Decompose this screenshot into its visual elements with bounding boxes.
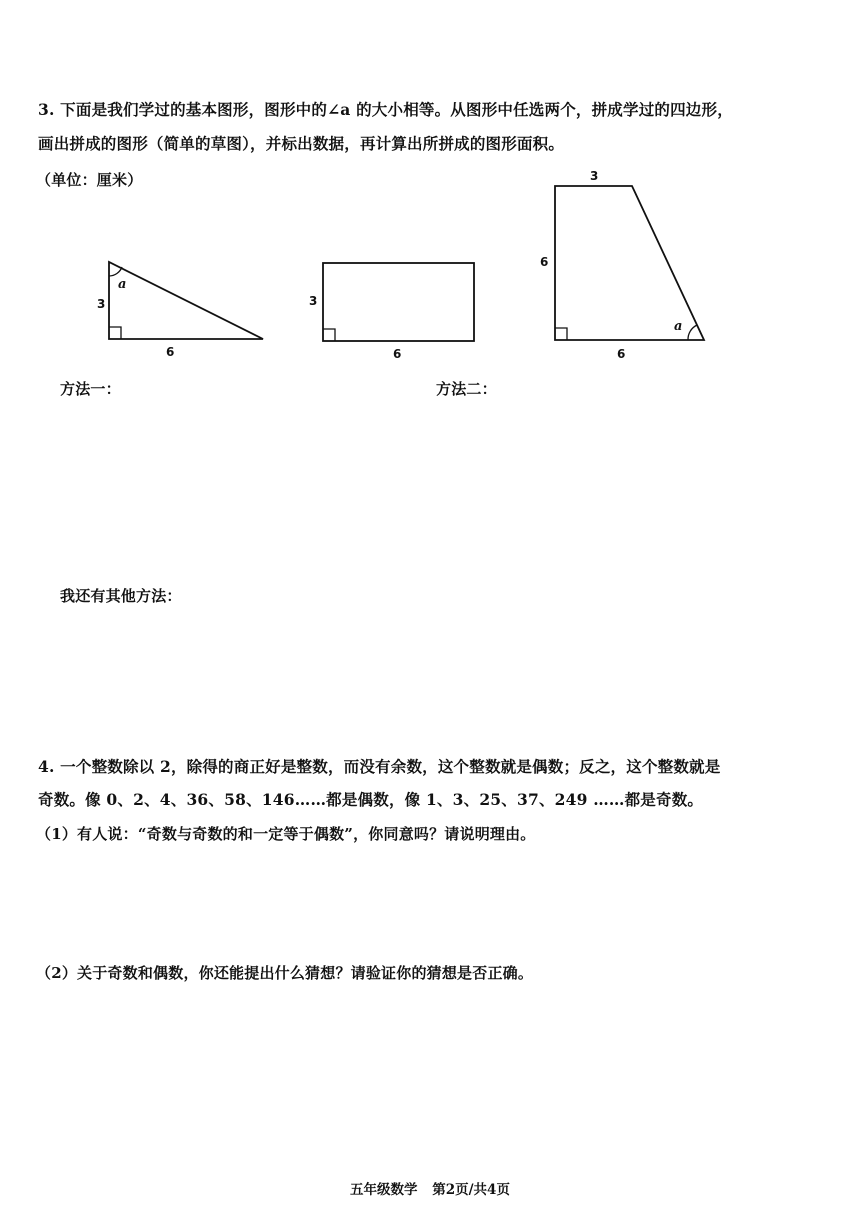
rectangle-length-label: 6 <box>393 347 402 361</box>
q4-line2: 奇数。像 0、2、4、36、58、146……都是偶数，像 1、3、25、37、249 ……都是奇数。 <box>38 790 704 809</box>
right-triangle-figure <box>97 262 263 359</box>
footer-subject: 五年级数学 <box>350 1182 418 1198</box>
footer-page-number: 第2页/共4页 <box>432 1182 510 1198</box>
q3-unit: （单位：厘米） <box>36 171 143 189</box>
q4-part2: （2）关于奇数和偶数，你还能提出什么猜想？请验证你的猜想是否正确。 <box>36 964 534 982</box>
trapezoid-bottom-label: 6 <box>617 347 626 361</box>
method1-label: 方法一： <box>60 380 121 398</box>
q3-figures <box>0 0 860 400</box>
q4-line1: 4. 一个整数除以 2，除得的商正好是整数，而没有余数，这个整数就是偶数；反之，这个整数就是 <box>38 757 721 776</box>
triangle-base-label: 6 <box>166 345 175 359</box>
method2-label: 方法二： <box>436 380 497 398</box>
q3-line2: 画出拼成的图形（简单的草图），并标出数据，再计算出所拼成的图形面积。 <box>38 134 565 153</box>
trapezoid-height-label: 6 <box>540 255 549 269</box>
triangle-angle-label: a <box>118 277 127 292</box>
q4-part1: （1）有人说：“奇数与奇数的和一定等于偶数”，你同意吗？请说明理由。 <box>36 825 536 843</box>
trapezoid-angle-label: a <box>674 319 683 334</box>
page-footer <box>0 1178 860 1198</box>
trapezoid-figure <box>540 169 704 361</box>
rectangle-figure <box>309 263 474 361</box>
triangle-height-label: 3 <box>97 297 106 311</box>
other-method-label: 我还有其他方法： <box>60 587 182 605</box>
q3-line1: 3. 下面是我们学过的基本图形，图形中的∠a 的大小相等。从图形中任选两个，拼成学过的四边形， <box>38 100 733 119</box>
rectangle-height-label: 3 <box>309 294 318 308</box>
trapezoid-top-label: 3 <box>590 169 599 183</box>
